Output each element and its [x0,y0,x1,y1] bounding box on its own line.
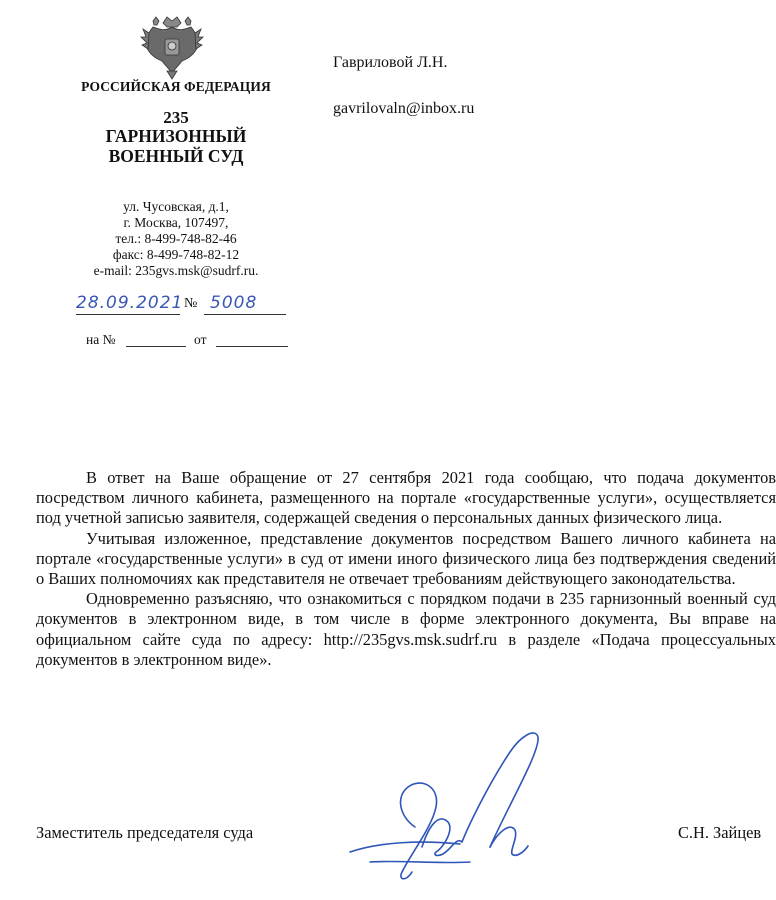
ref-number-blank [126,346,186,347]
registration-line [76,293,286,317]
coat-of-arms-emblem [139,15,205,81]
recipient-email: gavrilovaln@inbox.ru [333,100,475,117]
signer-name: С.Н. Зайцев [678,823,762,842]
address-line: ул. Чусовская, д.1, [123,199,229,214]
org-name: РОССИЙСКАЯ ФЕДЕРАЦИЯ [81,79,271,94]
reference-line [86,332,292,352]
email-line: e-mail: 235gvs.msk@sudrf.ru. [93,263,259,278]
date-underline [76,314,180,315]
address-line: г. Москва, 107497, [123,215,229,230]
ref-prefix: на № [86,332,116,347]
handwritten-signature [340,722,560,892]
court-number: 235 [163,108,189,127]
signer-position: Заместитель председателя суда [36,823,254,842]
number-sign: № [184,296,198,311]
court-name-line2: ВОЕННЫЙ СУД [108,146,244,166]
ref-from: от [194,332,207,347]
ref-date-blank [216,346,288,347]
letter-body [36,468,776,670]
handwritten-number: 5008 [210,293,258,313]
fax-line: факс: 8-499-748-82-12 [112,247,240,262]
recipient-name: Гавриловой Л.Н. [333,54,448,71]
number-underline [204,314,286,315]
body-paragraph: Одновременно разъясняю, что ознакомиться с порядком подачи в 235 гарнизонный военный суд документов в электронном виде, в том числе в форме электронного документа, Вы вправе на официальном сайте суда по адресу: http://235gvs.msk.sudrf.ru в разделе «Подача процессуальных документов в электронном виде». [36,589,776,669]
body-paragraph: Учитывая изложенное, представление документов посредством Вашего личного кабинета на портале «государственные услуги» в суд от имени иного физического лица без подтверждения сведений о Ваших полномочиях как представителя не отвечает требованиям действующего законодательства. [36,528,776,589]
handwritten-date: 28.09.2021 [76,293,184,313]
phone-line: тел.: 8-499-748-82-46 [115,231,237,246]
court-name-line1: ГАРНИЗОННЫЙ [105,126,247,146]
body-paragraph: В ответ на Ваше обращение от 27 сентября 2021 года сообщаю, что подача документов посредством личного кабинета, размещенного на портале «государственные услуги», осуществляется под учетной записью заявителя, содержащей сведения о персональных данных физического лица. [36,468,776,528]
